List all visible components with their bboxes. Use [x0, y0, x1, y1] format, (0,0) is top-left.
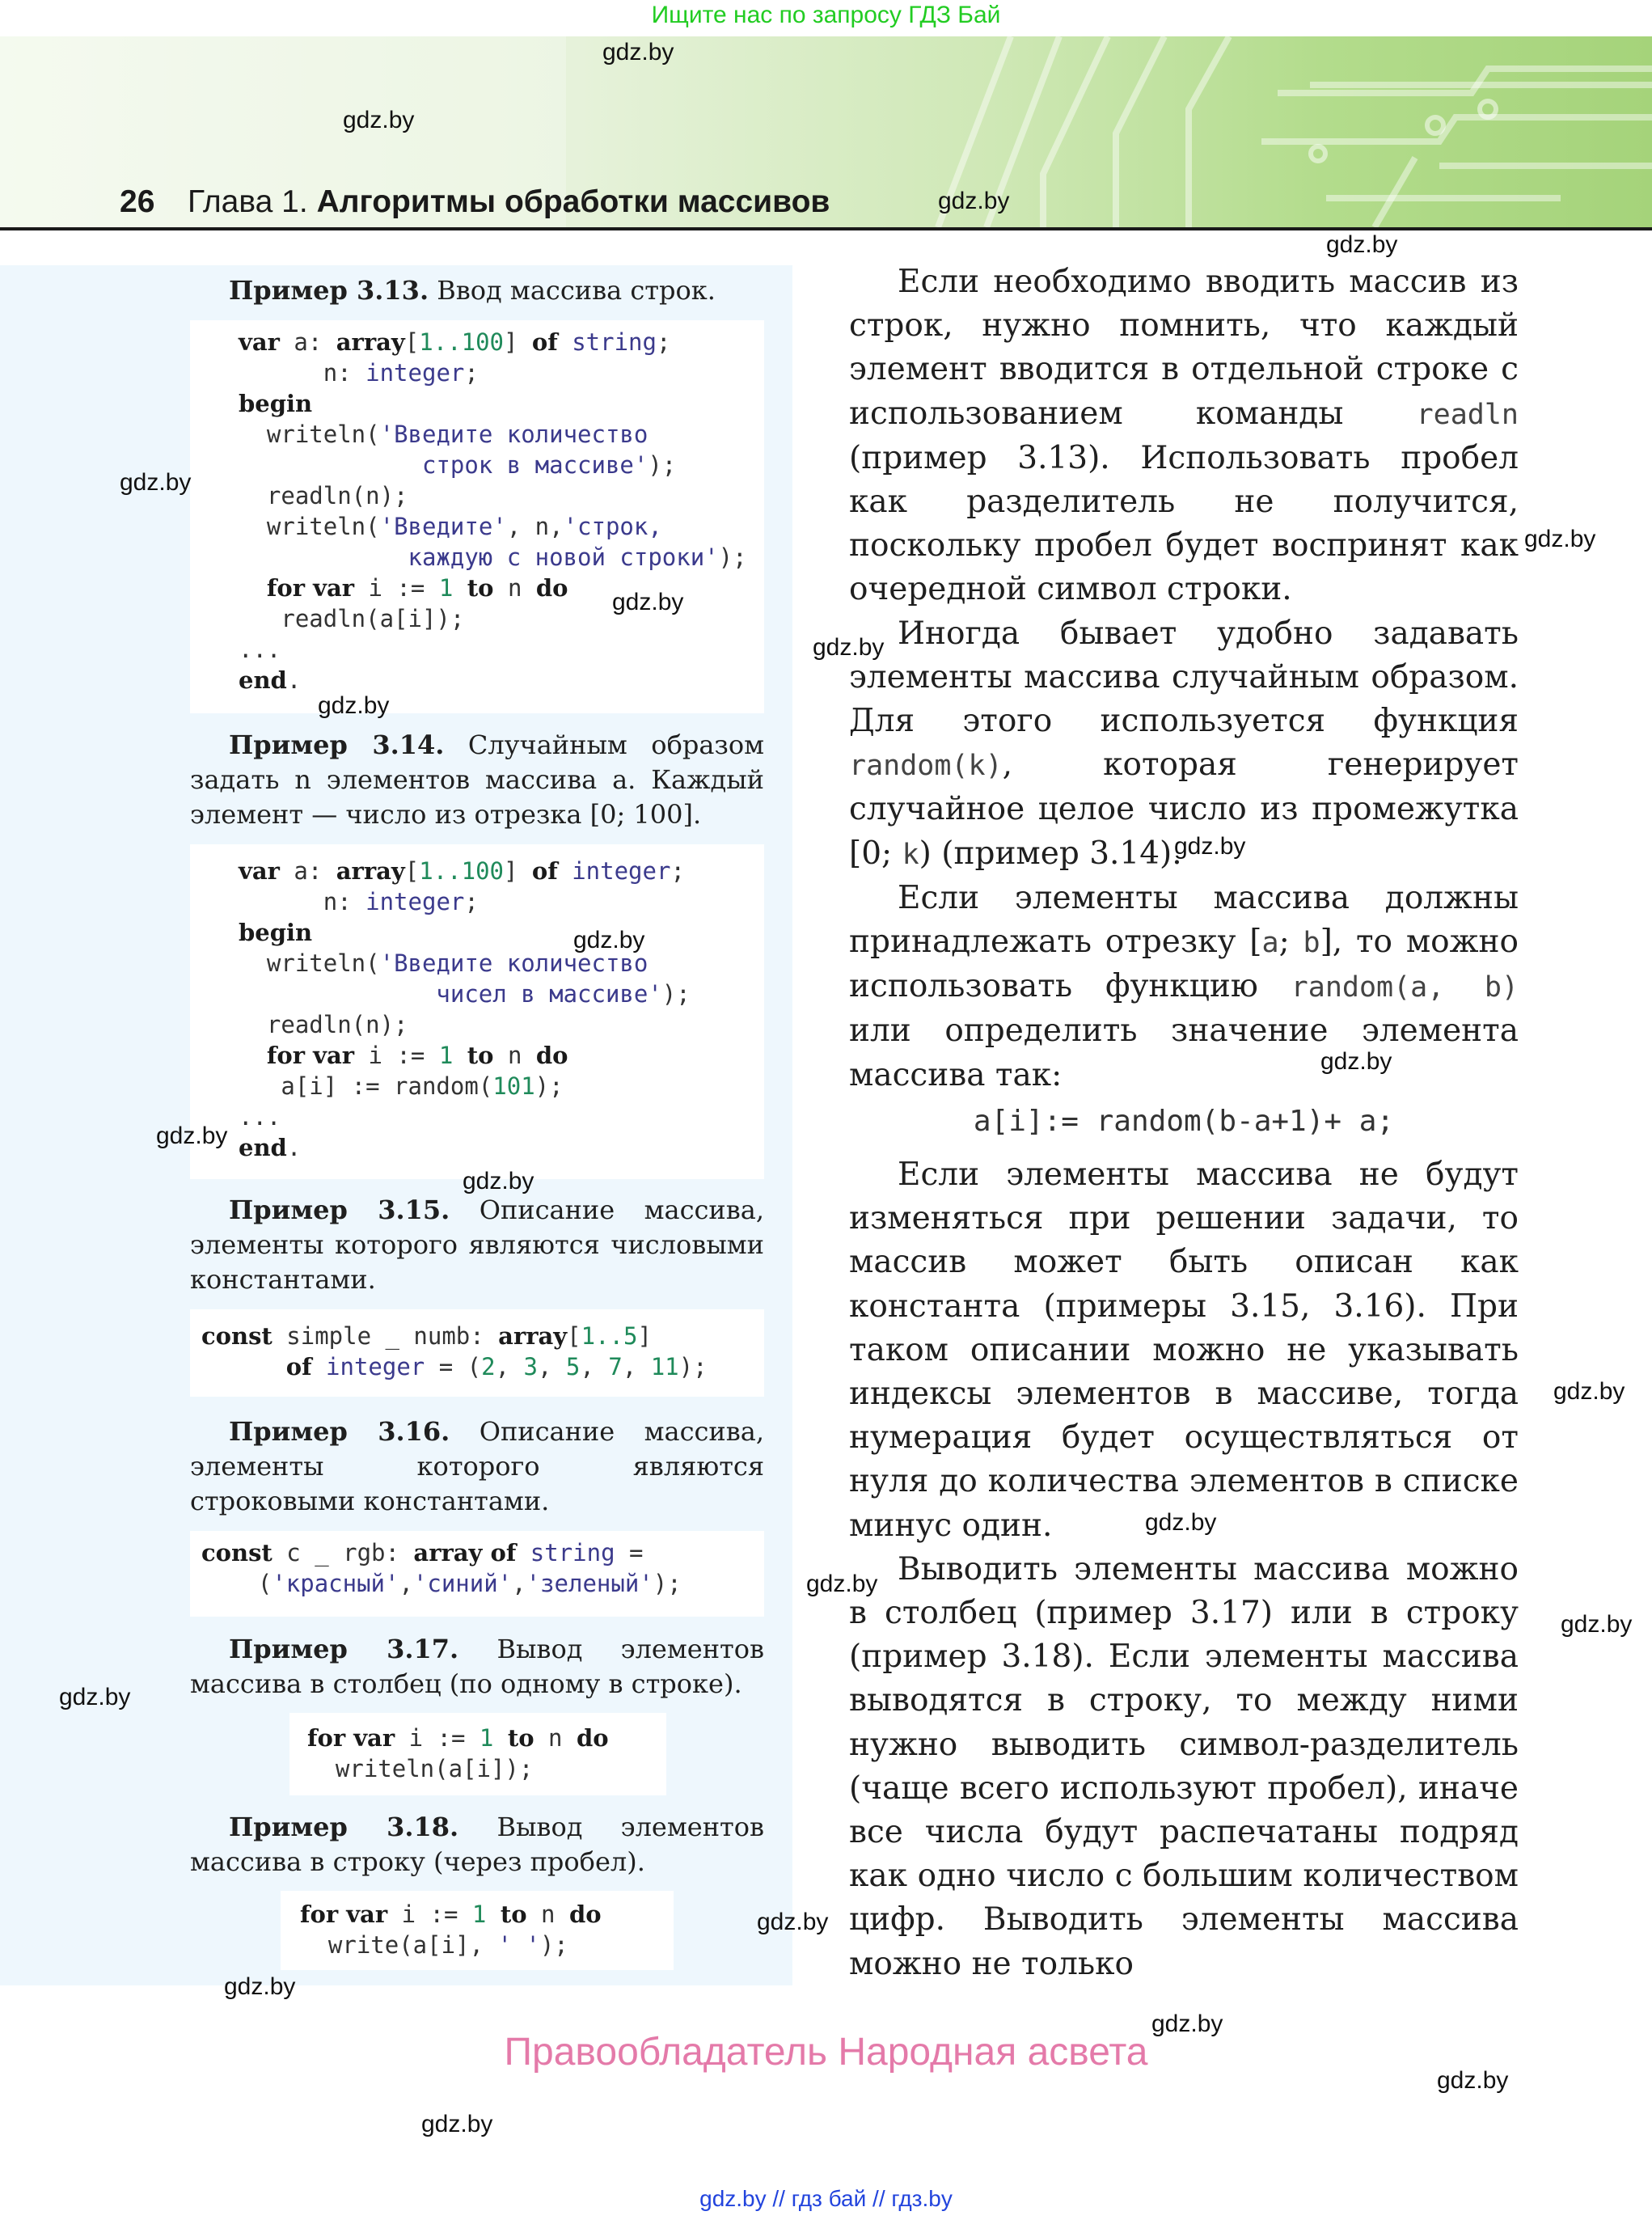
example-caption: Вывод элементов массива в столбец (по одному в строке).	[190, 1634, 764, 1699]
example-3-16-caption	[190, 1414, 764, 1519]
code-block-3-15	[190, 1309, 764, 1397]
watermark: gdz.by	[463, 1168, 534, 1194]
watermark: gdz.by	[1553, 1378, 1625, 1405]
example-caption: Случайным образом задать n элементов массива a. Каждый элемент — число из отрезка [0; 100].	[190, 729, 764, 830]
example-label: Пример 3.14.	[229, 729, 445, 760]
code-line: of integer = (2, 3, 5, 7, 11);	[285, 1353, 708, 1380]
code-line: каждую с новой строки');	[239, 543, 747, 571]
code-line: begin	[239, 919, 313, 946]
watermark: gdz.by	[757, 1909, 829, 1935]
example-caption: Ввод массива строк.	[429, 275, 716, 306]
example-label: Пример 3.16.	[229, 1416, 450, 1447]
header-rule	[0, 227, 1652, 230]
body-text-part-2	[849, 1153, 1519, 1986]
example-3-15-caption	[190, 1193, 764, 1297]
watermark: gdz.by	[602, 39, 674, 66]
code-line: end.	[239, 666, 302, 694]
watermark: gdz.by	[573, 927, 645, 953]
code-line: writeln('Введите количество	[239, 949, 649, 977]
watermark: gdz.by	[1524, 526, 1596, 552]
copyright-notice: Правообладатель Народная асвета	[504, 2031, 1148, 2074]
watermark: gdz.by	[1145, 1509, 1217, 1536]
code-line: for var i := 1 to n do	[307, 1724, 609, 1752]
body-text-part-1	[849, 260, 1519, 1097]
code-line: for var i := 1 to n do	[266, 1042, 568, 1069]
code-line: readln(n);	[239, 1011, 408, 1038]
example-3-14-caption	[190, 728, 764, 832]
watermark: gdz.by	[813, 634, 885, 661]
watermark: gdz.by	[343, 107, 415, 133]
code-line: end.	[239, 1134, 302, 1161]
page-number: 26	[120, 184, 155, 219]
example-label: Пример 3.17.	[229, 1634, 459, 1664]
example-caption: Описание массива, элементы которого являются числовыми константами.	[190, 1194, 765, 1295]
code-line: writeln('Введите', n,'строк,	[239, 513, 662, 540]
code-line: n: integer;	[239, 359, 479, 387]
code-line: writeln(a[i]);	[307, 1755, 534, 1782]
watermark: gdz.by	[1174, 833, 1246, 860]
watermark: gdz.by	[156, 1123, 228, 1149]
example-label: Пример 3.15.	[229, 1194, 450, 1225]
watermark: gdz.by	[59, 1684, 131, 1710]
code-block-3-17	[289, 1713, 666, 1795]
example-label: Пример 3.13.	[229, 275, 429, 306]
watermark: gdz.by	[421, 2111, 493, 2137]
body-paragraph: Иногда бывает удобно задавать элементы массива случайным образом. Для этого используется функция random(k), которая генерирует случайное целое число из промежутка [0; k) (пример 3.14).	[849, 615, 1519, 872]
watermark: gdz.by	[120, 469, 192, 496]
watermark: gdz.by	[1437, 2067, 1509, 2094]
code-line: ...	[239, 1103, 281, 1131]
code-line: const c _ rgb: array of string =	[201, 1539, 644, 1567]
code-line: чисел в массиве');	[239, 980, 691, 1008]
body-paragraph: Если необходимо вводить массив из строк, нужно помнить, что каждый элемент вводится в отдельной строке с использованием команды readln (пример 3.13). Использовать пробел как разделитель не получится, поскольку пробел будет воспринят как очередной символ строки.	[849, 264, 1519, 608]
formula: a[i]:= random(b-a+1)+ a;	[973, 1105, 1395, 1138]
watermark: gdz.by	[938, 188, 1010, 214]
code-line: readln(a[i]);	[239, 605, 465, 632]
code-block-3-16	[190, 1531, 764, 1617]
body-paragraph: Если элементы массива не будут изменяться при решении задачи, то массив может быть описан как константа (примеры 3.15, 3.16). При таком описании можно не указывать индексы элементов в массиве, тогда нумерация будет осуществляться от нуля до количества элементов в списке минус один.	[849, 1156, 1519, 1544]
example-3-17-caption	[190, 1632, 764, 1702]
code-line: n: integer;	[239, 888, 479, 915]
watermark: gdz.by	[1561, 1611, 1633, 1638]
chapter-heading	[188, 184, 830, 220]
chapter-label: Глава 1.	[188, 184, 308, 219]
footer-links[interactable]: gdz.by // гдз бай // гдз.by	[699, 2186, 953, 2211]
code-block-3-14	[190, 844, 764, 1179]
code-line: for var i := 1 to n do	[300, 1901, 602, 1928]
watermark: gdz.by	[224, 1973, 296, 2000]
search-hint-text: Ищите нас по запросу ГДЗ Бай	[651, 2, 1001, 28]
example-3-18-caption	[190, 1810, 764, 1879]
body-paragraph: Если элементы массива должны принадлежать отрезку [a; b], то можно использовать функцию random(a, b) или определить значение элемента массива так:	[849, 879, 1519, 1093]
code-line: const simple _ numb: array[1..5]	[201, 1322, 652, 1350]
code-line: begin	[239, 390, 313, 417]
watermark: gdz.by	[806, 1571, 878, 1597]
example-label: Пример 3.18.	[229, 1812, 459, 1842]
body-paragraph: Выводить элементы массива можно в столбец (пример 3.17) или в строку (пример 3.18). Если элементы массива выводятся в строку, то между ними нужно выводить символ-разделитель (чаще всего используют пробел), иначе все числа будут распечатаны подряд как одно число с большим количеством цифр. Выводить элементы массива можно не только	[849, 1550, 1519, 1982]
watermark: gdz.by	[612, 589, 684, 615]
code-line: var a: array[1..100] of integer;	[239, 857, 685, 885]
code-line: readln(n);	[239, 482, 408, 509]
example-caption: Вывод элементов массива в строку (через пробел).	[190, 1812, 764, 1877]
code-line: a[i] := random(101);	[239, 1072, 564, 1100]
chapter-title: Алгоритмы обработки массивов	[316, 184, 830, 219]
code-line: ...	[239, 636, 281, 663]
watermark: gdz.by	[1151, 2010, 1223, 2037]
watermark: gdz.by	[318, 692, 390, 719]
code-line: writeln('Введите количество	[239, 421, 649, 448]
code-line: var a: array[1..100] of string;	[239, 328, 671, 356]
example-caption: Описание массива, элементы которого являются строковыми константами.	[190, 1416, 765, 1516]
code-line: ('красный','синий','зеленый');	[201, 1570, 682, 1597]
watermark: gdz.by	[1320, 1048, 1392, 1075]
code-block-3-13	[190, 320, 764, 713]
code-line: write(a[i], ' ');	[300, 1931, 568, 1959]
code-block-3-18	[281, 1891, 674, 1970]
watermark: gdz.by	[1326, 231, 1398, 258]
example-3-13-caption	[190, 273, 764, 308]
code-line: строк в массиве');	[239, 451, 677, 479]
code-line: for var i := 1 to n do	[266, 574, 568, 602]
